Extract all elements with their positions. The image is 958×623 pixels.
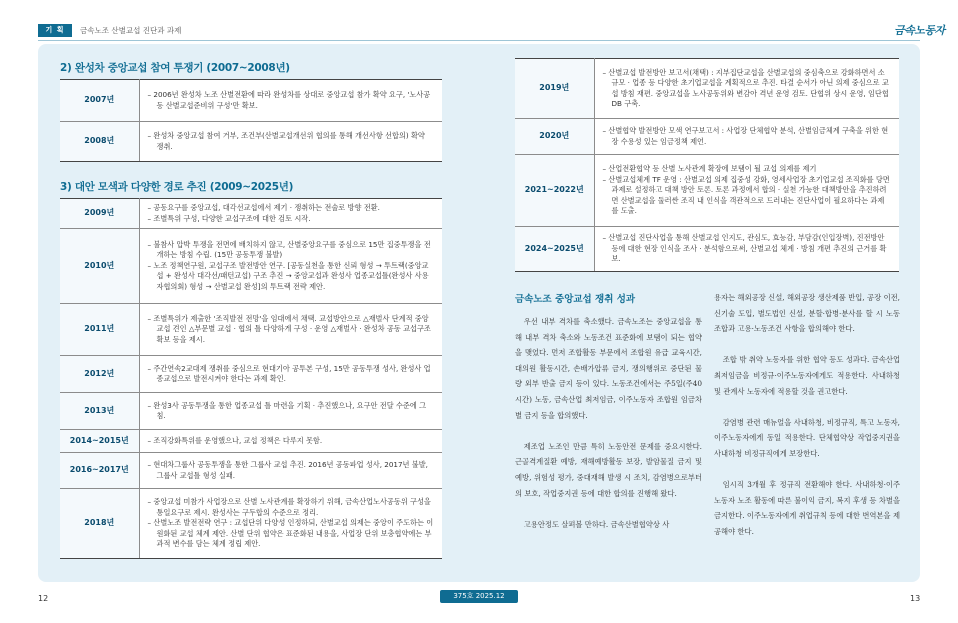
article-paragraph: 제조업 노조인 만큼 특히 노동안전 문제를 중요시한다. 근골격계질환 예방, 재해예방활동 보장, 발암물질 금지 및 예방, 위험성 평가, 중대재해 발생 시 조치, 감염병으로부터의 보호, 작업중지권 등에 대한 합의를 진행해 왔다. — [515, 441, 702, 498]
timeline-description — [139, 489, 442, 559]
timeline-bullet: – 불참사 압박 투쟁을 전면에 배치하지 않고, 산별중앙요구를 중심으로 15만 집중투쟁을 전개하는 방침 수립. (15만 공동투쟁 불발) — [147, 239, 431, 260]
timeline-row — [515, 119, 899, 155]
article-paragraph: 우선 내부 격차를 축소했다. 금속노조는 중앙교섭을 통해 내부 격차 축소와 노동조건 표준화에 보탬이 되는 협약을 맺었다. 먼저 조합활동 부문에서 조합원 유급 교육시간, 대의원 활동시간, 손배가압류 금지, 쟁의행위로 중단된 물량 외부 반출 금지 등이 있다. 노동조건에서는 주5일(주40시간) 노동, 금속산업 최저임금, 이주노동자 조합원 임금차별 금지 등을 합의했다. — [515, 317, 702, 420]
timeline-description — [594, 155, 899, 227]
timeline-description — [139, 199, 442, 229]
timeline-description — [594, 227, 899, 272]
timeline-year: 2008년 — [60, 122, 139, 162]
timeline-year: 2011년 — [60, 304, 139, 356]
article-column-2 — [714, 290, 900, 555]
page-number-left: 12 — [38, 594, 49, 603]
timeline-bullet: – 완성3사 공동투쟁을 통한 업종교섭 틀 마련을 기획 · 추진했으나, 요구안 전달 수준에 그침. — [147, 400, 427, 420]
running-header-title: 금속노조 산별교섭 진단과 과제 — [80, 26, 182, 35]
timeline-bullet: – 2006년 완성차 노조 산별전환에 따라 완성차를 상대로 중앙교섭 참가 확약 요구, '노사공동 산별교섭준비위 구성'만 확보. — [147, 90, 431, 110]
timeline-bullet: – 중앙교섭 미참가 사업장으로 산별 노사관계를 확장하기 위해, 금속산업노사공동위 구성을 통일요구로 제시. 완성사는 구두합의 수준으로 정리. — [147, 497, 431, 517]
timeline-row — [60, 489, 442, 559]
timeline-bullet: – 조별특위가 제출한 '조직발전 전망'을 임대에서 채택. 교섭방안으로 △재벌사 단계적 중앙교섭 견인 △부문별 교섭 · 협의 틀 다양하게 구성 · 운영 △재벌사 · 완성차 공동 교섭구조 확보 등을 제시. — [147, 313, 431, 344]
timeline-description — [139, 304, 442, 356]
article-paragraph: 용자는 해외공장 신설, 해외공장 생산제품 반입, 공장 이전, 신기술 도입, 별도법인 신설, 분할·합병·분사를 할 시 노동조합과 고용·노동조건 사항을 합의해야 한다. — [714, 293, 900, 334]
timeline-description — [139, 430, 442, 453]
timeline-year: 2007년 — [60, 80, 139, 122]
timeline-row — [60, 453, 442, 489]
section-2-title: 2) 완성차 중앙교섭 참여 투쟁기 (2007~2008년) — [60, 62, 290, 74]
timeline-year: 2009년 — [60, 199, 139, 229]
section-3-title: 3) 대안 모색과 다양한 경로 추진 (2009~2025년) — [60, 181, 294, 193]
timeline-bullet: – 조직강화특위를 운영했으나, 교섭 정책은 다루지 못함. — [147, 435, 323, 445]
timeline-row — [60, 229, 442, 304]
timeline-description — [139, 80, 442, 122]
timeline-bullet: – 산업전환협약 등 산별 노사관계 확장에 보탬이 될 교섭 의제를 제기 — [602, 164, 817, 174]
timeline-bullet: – 주간연속2교대제 쟁취를 중심으로 현대기아 공투본 구성, 15만 공동투쟁 성사, 완성사 업종교섭으로 발전시켜야 한다는 과제 확인. — [147, 363, 431, 383]
timeline-row — [515, 59, 899, 119]
timeline-description — [139, 229, 442, 304]
timeline-row — [60, 122, 442, 162]
timeline-table-section-2 — [60, 79, 442, 162]
magazine-logo: 금속노동자 — [894, 24, 945, 37]
timeline-bullet: – 현대차그룹사 공동투쟁을 통한 그룹사 교섭 추진. 2016년 공동파업 성사, 2017년 불발, 그룹사 교섭틀 형성 실패. — [147, 460, 428, 480]
article-paragraph: 임시직 3개월 후 정규직 전환해야 한다. 사내하청·이주노동자 노조 활동에 따른 불이익 금지, 복지 후생 등 차별을 금지한다. 이주노동자에게 취업규칙 등에 대한 번역본을 제공해야 한다. — [714, 480, 900, 536]
timeline-bullet: – 산별노조 발전전략 연구 : 교섭단위 다양성 인정하되, 산별교섭 의제는 중앙이 주도하는 이원화된 교섭 체계 제안. 산별 단위 협약은 표준화된 내용을, 사업장 단위 보충협약에는 부과적 변수를 담는 체계 정립 제안. — [147, 518, 434, 549]
timeline-row — [60, 356, 442, 393]
timeline-description — [139, 356, 442, 393]
timeline-bullet: – 공동요구를 중앙교섭, 대각선교섭에서 제기 · 쟁취하는 전술로 방향 전환. — [147, 203, 380, 212]
article-column-1 — [515, 314, 702, 548]
article-paragraph: 고용안정도 살펴볼 만하다. 금속산별협약상 사 — [523, 519, 670, 529]
timeline-bullet: – 완성차 중앙교섭 참여 거부, 조건부(산별교섭개선위 협의를 통해 개선사항 선합의) 확약 쟁취. — [147, 131, 425, 151]
timeline-row — [60, 304, 442, 356]
timeline-bullet: – 산별교섭 발전방안 보고서(채택) : 지부집단교섭을 산별교섭의 중심축으로 강화하면서 소규모 · 업종 등 다양한 초기업교섭을 계획적으로 추진. 타결 순서가 아닌 의제 중심으로 교섭 방침 재편. 중앙교섭을 노사공동위와 변감아 격년 운영 검토. 단협위 상시 운영, 임단협DB 구축. — [602, 67, 889, 108]
timeline-description — [594, 59, 899, 119]
timeline-description — [139, 453, 442, 489]
timeline-year: 2013년 — [60, 393, 139, 430]
timeline-row — [515, 227, 899, 272]
timeline-bullet: – 노조 정책연구원, 교섭구조 발전방안 연구. [공동실천을 통한 신뢰 형성 → 투트랙(중앙교섭 + 완성사 대각선/패턴교섭) 구조 추진 → 중앙교섭과 완성사 업종교섭틀(완성사 사용자협의회) 형성 → 산별교섭 완성]의 투트랙 전략 제안. — [147, 260, 429, 291]
timeline-row — [60, 199, 442, 229]
timeline-year: 2019년 — [515, 59, 594, 119]
article-paragraph: 조합 밖 취약 노동자를 위한 협약 등도 성과다. 금속산업 최저임금을 비정규·이주노동자에게도 적용한다. 사내하청 및 관계사 노동자에 적용할 것을 권고한다. — [714, 355, 900, 396]
page-number-right: 13 — [910, 594, 921, 603]
timeline-year: 2018년 — [60, 489, 139, 559]
timeline-bullet: – 조별특위 구성, 다양한 교섭구조에 대한 검토 시작. — [147, 213, 311, 223]
timeline-bullet: – 산별교섭 진단사업을 통해 산별교섭 인지도, 관심도, 효능감, 부담감(인입장벽), 진전방안 등에 대한 현장 인식을 조사 · 분석함으로써, 산별교섭 체계 · 방침 개편 추진의 근거를 확보. — [602, 233, 887, 264]
article-paragraph: 감염병 관련 매뉴얼을 사내하청, 비정규직, 특고 노동자, 이주노동자에게 동일 적용한다. 단체협약상 작업중지권을 사내하청 비정규직에게 보장한다. — [714, 417, 900, 458]
timeline-year: 2024~2025년 — [515, 227, 594, 272]
timeline-bullet: – 산별협약 발전방안 모색 연구보고서 : 사업장 단체협약 분석, 산별임금체계 구축을 위한 현장 수용성 있는 임금정책 제언. — [602, 126, 889, 146]
timeline-year: 2020년 — [515, 119, 594, 155]
article-subheading: 금속노조 중앙교섭 쟁취 성과 — [515, 294, 636, 305]
timeline-year: 2012년 — [60, 356, 139, 393]
timeline-year: 2010년 — [60, 229, 139, 304]
timeline-row — [60, 393, 442, 430]
timeline-year: 2016~2017년 — [60, 453, 139, 489]
timeline-table-continued — [515, 58, 899, 272]
timeline-year: 2021~2022년 — [515, 155, 594, 227]
timeline-row — [60, 80, 442, 122]
timeline-bullet: – 산별교섭체계 TF 운영 : 산별교섭 의제 집중성 강화, 영세사업장 초기업교섭 조직화를 당면 과제로 설정하고 대책 방안 토론. 토론 과정에서 합의 · 실천 가능한 대책방안을 추진하려면 산별교섭을 둘러싼 조직 내 인식을 객관적으로 드러내는 진단사업이 필요하다는 과제를 도출. — [602, 174, 890, 216]
timeline-year: 2014~2015년 — [60, 430, 139, 453]
timeline-description — [139, 393, 442, 430]
section-tag: 기 획 — [38, 24, 72, 37]
header-divider — [38, 40, 920, 41]
timeline-row — [515, 155, 899, 227]
timeline-table-section-3 — [60, 198, 442, 559]
issue-badge: 375호 2025.12 — [440, 590, 518, 603]
timeline-description — [139, 122, 442, 162]
timeline-description — [594, 119, 899, 155]
timeline-row — [60, 430, 442, 453]
